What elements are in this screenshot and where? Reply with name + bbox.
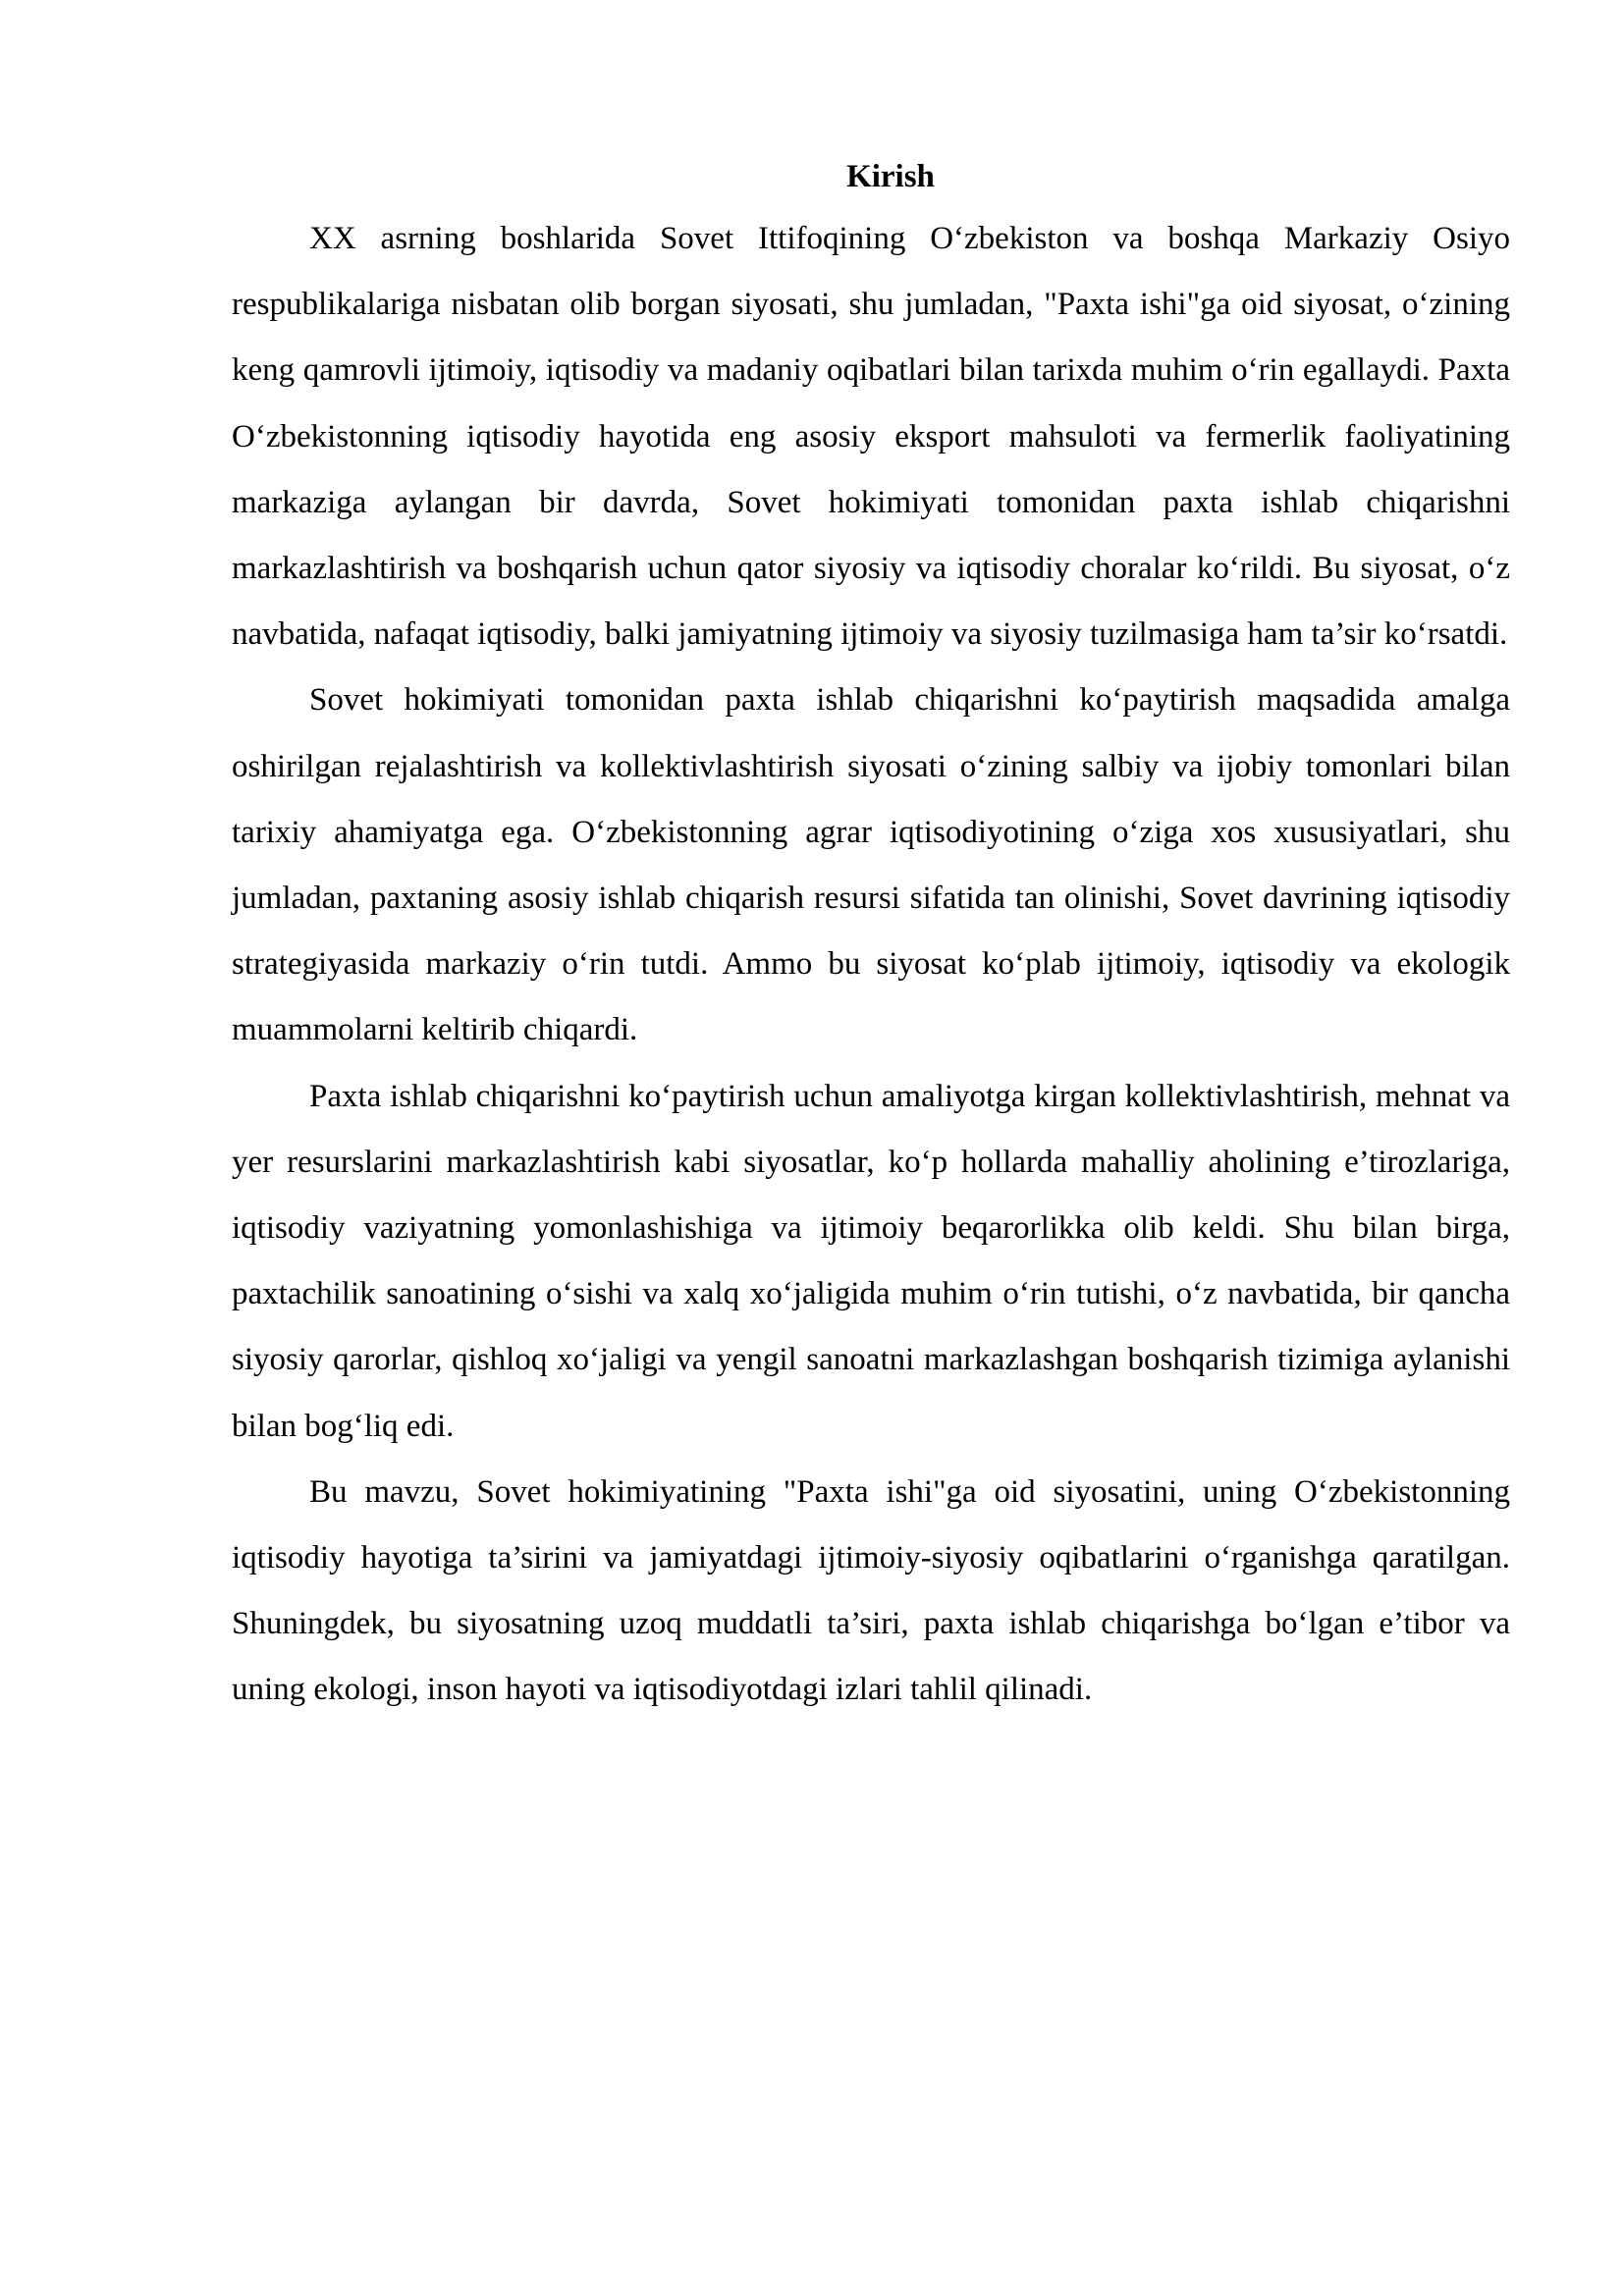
paragraph-3: Paxta ishlab chiqarishni ko‘paytirish uchun amaliyotga kirgan kollektivlashtirish, mehnat va yer resurslarini markazlashtirish kabi siyosatlar, ko‘p hollarda mahalliy aholining e’tirozlariga, iqtisodiy vaziyatning yomonlashishiga va ijtimoiy beqarorlikka olib keldi. Shu bilan birga, paxtachilik sanoatining o‘sishi va xalq xo‘jaligida muhim o‘rin tutishi, o‘z navbatida, bir qancha siyosiy qarorlar, qishloq xo‘jaligi va yengil sanoatni markazlashgan boshqarish tizimiga aylanishi bilan bog‘liq edi. [232, 1078, 1510, 1444]
paragraph-2: Sovet hokimiyati tomonidan paxta ishlab chiqarishni ko‘paytirish maqsadida amalga oshirilgan rejalashtirish va kollektivlashtirish siyosati o‘zining salbiy va ijobiy tomonlari bilan tarixiy ahamiyatga ega. O‘zbekistonning agrar iqtisodiyotining o‘ziga xos xususiyatlari, shu jumladan, paxtaning asosiy ishlab chiqarish resursi sifatida tan olinishi, Sovet davrining iqtisodiy strategiyasida markaziy o‘rin tutdi. Ammo bu siyosat ko‘plab ijtimoiy, iqtisodiy va ekologik muammolarni keltirib chiqardi. [232, 682, 1510, 1048]
document-body [232, 147, 1510, 1724]
page-title: Kirish [846, 159, 935, 194]
paragraph-4: Bu mavzu, Sovet hokimiyatining "Paxta ishi"ga oid siyosatini, uning O‘zbekistonning iqtisodiy hayotiga ta’sirini va jamiyatdagi ijtimoiy-siyosiy oqibatlarini o‘rganishga qaratilgan. Shuningdek, bu siyosatning uzoq muddatli ta’siri, paxta ishlab chiqarishga bo‘lgan e’tibor va uning ekologi, inson hayoti va iqtisodiyotdagi izlari tahlil qilinadi. [232, 1473, 1510, 1708]
paragraph-1: XX asrning boshlarida Sovet Ittifoqining O‘zbekiston va boshqa Markaziy Osiyo respublikalariga nisbatan olib borgan siyosati, shu jumladan, "Paxta ishi"ga oid siyosat, o‘zining keng qamrovli ijtimoiy, iqtisodiy va madaniy oqibatlari bilan tarixda muhim o‘rin egallaydi. Paxta O‘zbekistonning iqtisodiy hayotida eng asosiy eksport mahsuloti va fermerlik faoliyatining markaziga aylangan bir davrda, Sovet hokimiyati tomonidan paxta ishlab chiqarishni markazlashtirish va boshqarish uchun qator siyosiy va iqtisodiy choralar ko‘rildi. Bu siyosat, o‘z navbatida, nafaqat iqtisodiy, balki jamiyatning ijtimoiy va siyosiy tuzilmasiga ham ta’sir ko‘rsatdi. [232, 221, 1510, 653]
